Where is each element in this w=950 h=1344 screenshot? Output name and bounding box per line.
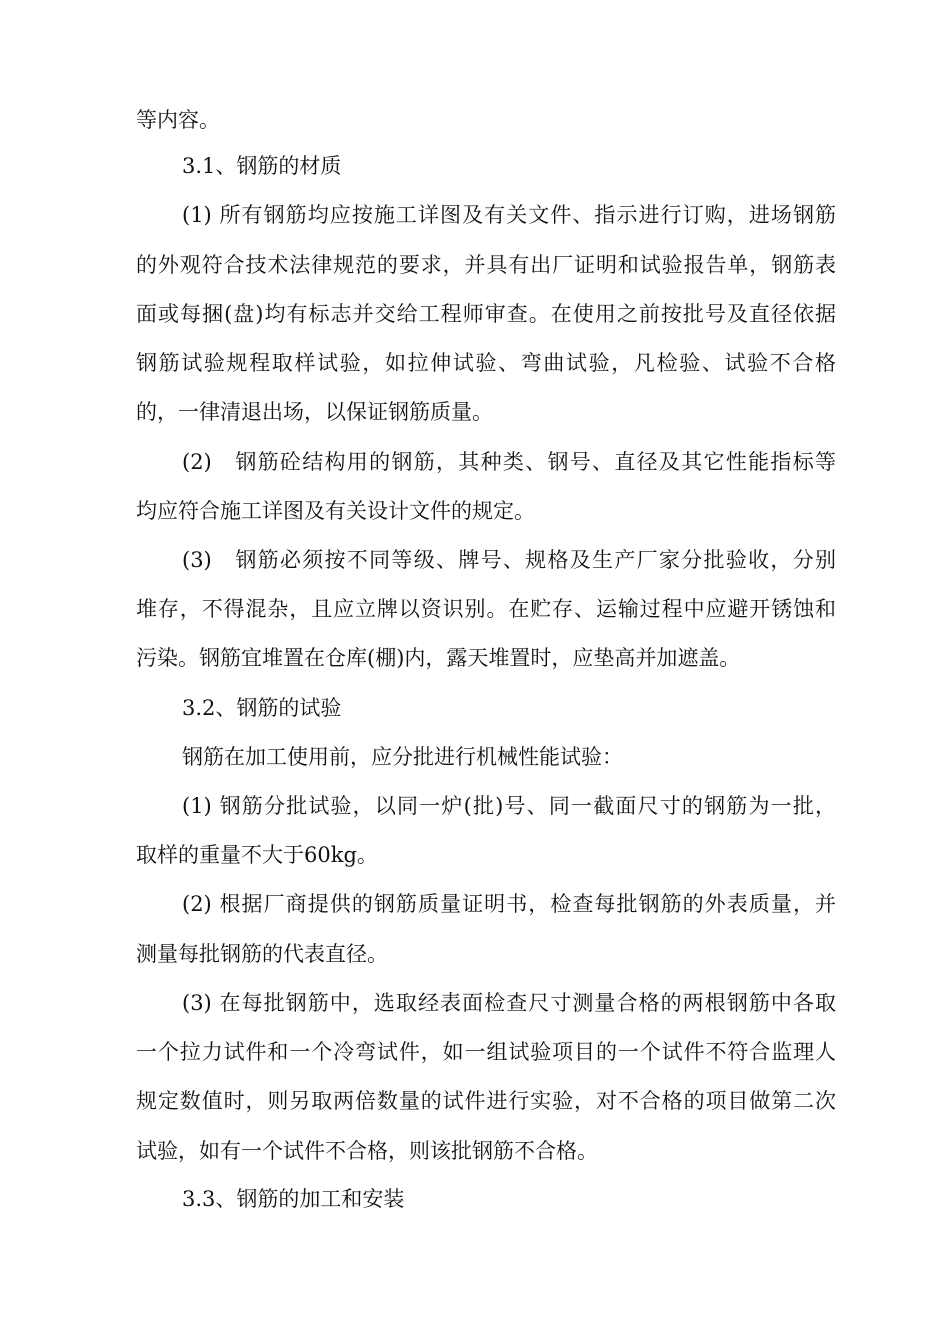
paragraph-line: (1) 所有钢筋均应按施工详图及有关文件、指示进行订购，进场钢筋 bbox=[182, 203, 836, 227]
paragraph-line: 钢筋试验规程取样试验，如拉伸试验、弯曲试验，凡检验、试验不合格 bbox=[136, 351, 836, 375]
paragraph-line: 规定数值时，则另取两倍数量的试件进行实验，对不合格的项目做第二次 bbox=[136, 1089, 836, 1113]
paragraph-line: 面或每捆(盘)均有标志并交给工程师审查。在使用之前按批号及直径依据 bbox=[136, 302, 836, 326]
paragraph-line: 均应符合施工详图及有关设计文件的规定。 bbox=[136, 499, 535, 523]
paragraph-line: 等内容。 bbox=[136, 108, 220, 132]
paragraph-line: 的，一律清退出场，以保证钢筋质量。 bbox=[136, 400, 493, 424]
paragraph-line: 的外观符合技术法律规范的要求，并具有出厂证明和试验报告单，钢筋表 bbox=[136, 253, 836, 277]
paragraph-line: 堆存，不得混杂，且应立牌以资识别。在贮存、运输过程中应避开锈蚀和 bbox=[136, 597, 836, 621]
paragraph-line: 取样的重量不大于60kg。 bbox=[136, 843, 378, 867]
paragraph-line: 钢筋在加工使用前，应分批进行机械性能试验： bbox=[182, 745, 623, 769]
paragraph-line: (1) 钢筋分批试验，以同一炉(批)号、同一截面尺寸的钢筋为一批， bbox=[182, 794, 836, 818]
paragraph-line: 一个拉力试件和一个冷弯试件，如一组试验项目的一个试件不符合监理人 bbox=[136, 1040, 836, 1064]
section-heading: 3.2、钢筋的试验 bbox=[182, 696, 342, 720]
paragraph-line: (3) 钢筋必须按不同等级、牌号、规格及生产厂家分批验收，分别 bbox=[182, 548, 836, 572]
section-heading: 3.1、钢筋的材质 bbox=[182, 154, 342, 178]
section-heading: 3.3、钢筋的加工和安装 bbox=[182, 1187, 405, 1211]
paragraph-line: (2) 钢筋砼结构用的钢筋，其种类、钢号、直径及其它性能指标等 bbox=[182, 450, 836, 474]
paragraph-line: 测量每批钢筋的代表直径。 bbox=[136, 942, 388, 966]
paragraph-line: 污染。钢筋宜堆置在仓库(棚)内，露天堆置时，应垫高并加遮盖。 bbox=[136, 646, 741, 670]
paragraph-line: (2) 根据厂商提供的钢筋质量证明书，检查每批钢筋的外表质量，并 bbox=[182, 892, 836, 916]
paragraph-line: (3) 在每批钢筋中，选取经表面检查尺寸测量合格的两根钢筋中各取 bbox=[182, 991, 836, 1015]
paragraph-line: 试验，如有一个试件不合格，则该批钢筋不合格。 bbox=[136, 1139, 598, 1163]
